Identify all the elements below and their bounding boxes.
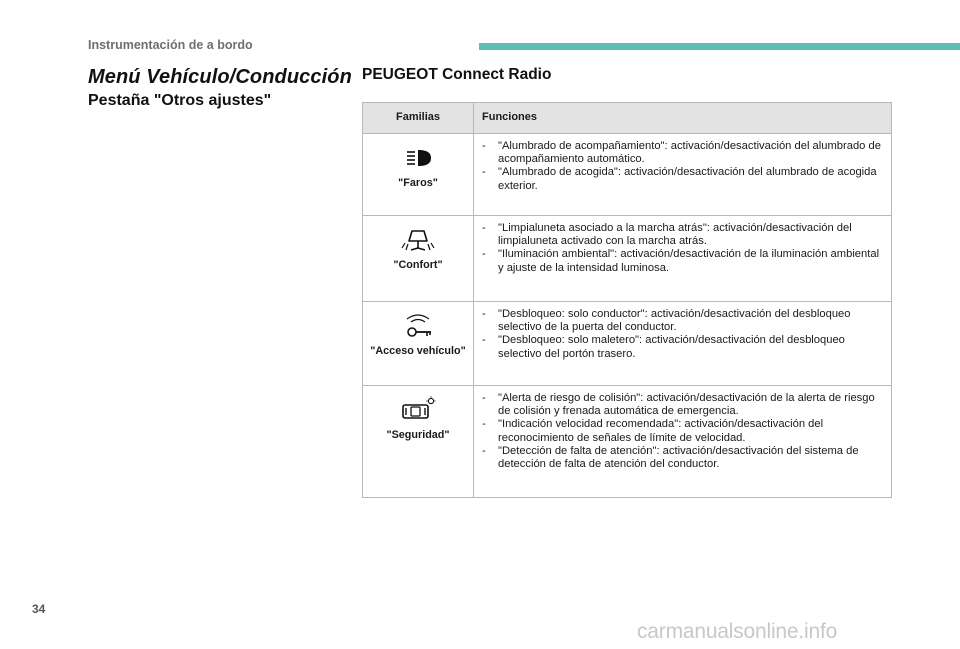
safety-car-icon [400,396,436,424]
family-cell [363,216,474,302]
tab-subtitle: Pestaña "Otros ajustes" [88,92,272,109]
table-row [363,134,892,216]
function-item: - "Desbloqueo: solo maletero": activación/desactivación del desbloqueo selectivo del portón trasero. [482,334,885,360]
function-item: - "Desbloqueo: solo conductor": activación/desactivación del desbloqueo selectivo de la puerta del conductor. [482,308,885,334]
functions-table [362,102,892,498]
ambient-light-icon [400,226,436,254]
family-label: "Seguridad" [386,429,450,441]
headlamp-icon [400,144,436,172]
functions-cell [474,134,892,216]
function-item: - "Alumbrado de acogida": activación/desactivación del alumbrado de acogida exterior. [482,166,885,192]
section-title: PEUGEOT Connect Radio [362,66,552,83]
header-accent-bar [479,43,960,50]
function-item: - "Iluminación ambiental": activación/desactivación de la iluminación ambiental y ajuste de la intensidad luminosa. [482,248,885,274]
table-row [363,302,892,386]
watermark: carmanualsonline.info [637,620,838,643]
table-header-row [363,103,892,134]
function-item: - "Indicación velocidad recomendada": activación/desactivación del reconocimiento de señales de límite de velocidad. [482,418,885,444]
header-familias: Familias [363,103,474,134]
table-row [363,386,892,498]
function-item: - "Alumbrado de acompañamiento": activación/desactivación del alumbrado de acompañamiento automático. [482,140,885,166]
remote-key-icon [400,312,436,340]
family-label: "Confort" [393,259,443,271]
family-cell [363,302,474,386]
function-item: - "Alerta de riesgo de colisión": activación/desactivación de la alerta de riesgo de colisión y frenada automática de emergencia. [482,392,885,418]
family-cell [363,134,474,216]
family-label: "Faros" [398,177,438,189]
header-funciones: Funciones [474,103,892,134]
table-row [363,216,892,302]
functions-cell [474,386,892,498]
functions-cell [474,302,892,386]
family-label: "Acceso vehículo" [370,345,466,357]
page-number: 34 [32,602,46,616]
menu-title: Menú Vehículo/Conducción [88,66,352,88]
function-item: - "Detección de falta de atención": activación/desactivación del sistema de detección de falta de atención del conductor. [482,445,885,471]
family-cell [363,386,474,498]
section-header-label: Instrumentación de a bordo [88,38,253,52]
functions-cell [474,216,892,302]
function-item: - "Limpialuneta asociado a la marcha atrás": activación/desactivación del limpialuneta activado con la marcha atrás. [482,222,885,248]
